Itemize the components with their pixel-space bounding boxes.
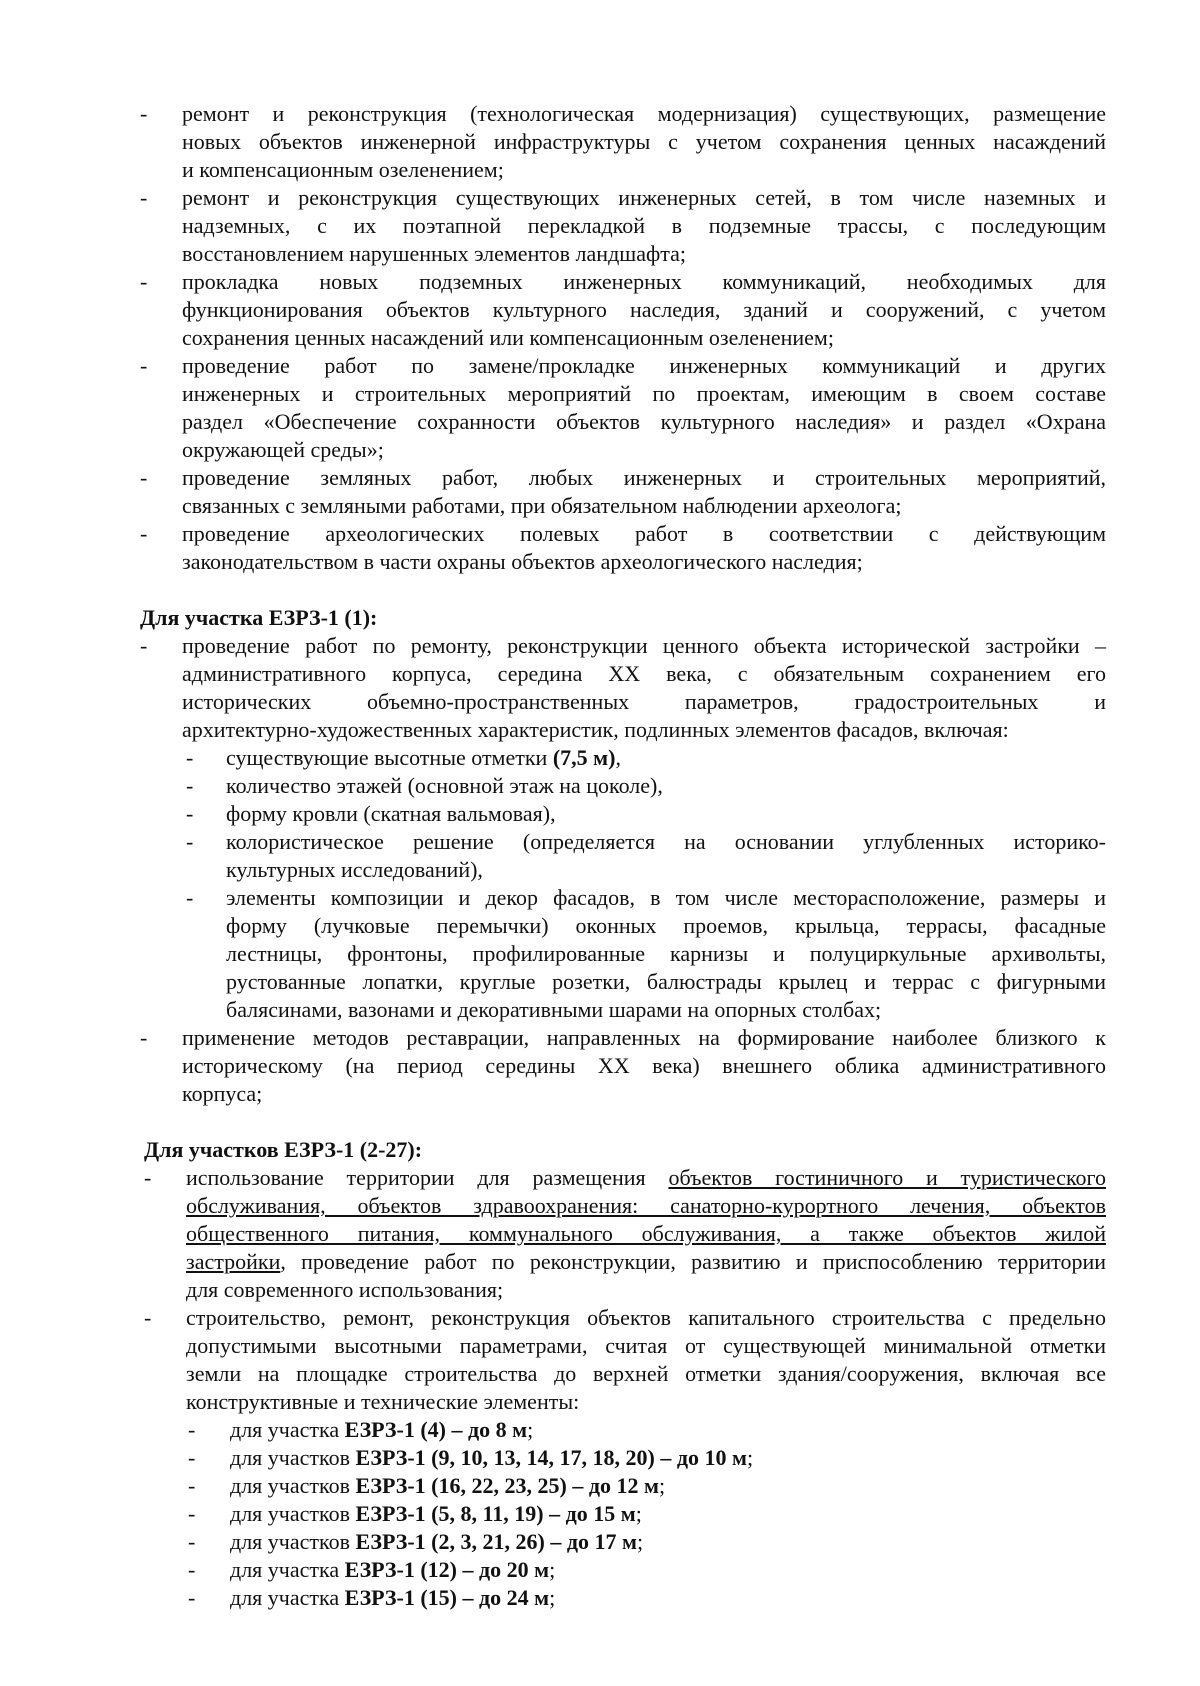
list-item-line: восстановлением нарушенных элементов ландшафта; [182, 241, 686, 266]
plain-text: для участка [230, 1557, 345, 1582]
plain-text: ; [636, 1529, 644, 1554]
list-item-line: функционирования объектов культурного наследия, зданий и сооружений, с учетом [182, 297, 1106, 322]
list-item-line: строительство, ремонт, реконструкция объектов капитального строительства с предельно [186, 1305, 1106, 1330]
plain-text: ; [635, 1501, 642, 1526]
plain-text: ; [746, 1445, 754, 1470]
plain-text: ; [658, 1473, 666, 1498]
sub-list-item-line: колористическое решение (определяется на основании углубленных историко- [226, 829, 1106, 854]
list-item-line: проведение работ по ремонту, реконструкции ценного объекта исторической застройки – [182, 633, 1106, 658]
list-bullet: - [140, 353, 148, 378]
list-item-line [186, 1192, 1106, 1220]
plain-text: использование территории для размещения [186, 1165, 669, 1190]
sub-list-bullet: - [188, 1445, 196, 1470]
sub-list-bullet: - [186, 885, 194, 910]
height-value: ЕЗРЗ-1 (4) – до 8 м [344, 1417, 528, 1442]
list-item-line: конструктивные и технические элементы: [186, 1389, 580, 1414]
list-item-line: надземных, с их поэтапной перекладкой в подземные трассы, с последующим [182, 213, 1106, 238]
sub-list-bullet: - [188, 1501, 196, 1526]
plain-text: для участка [230, 1417, 345, 1442]
list-item-line: раздел «Обеспечение сохранности объектов культурного наследия» и раздел «Охрана [182, 409, 1106, 434]
sub-list-bullet: - [188, 1417, 196, 1442]
underlined-text: общественного питания, коммунального обслуживания, а также объектов жилой [186, 1221, 1106, 1246]
list-bullet: - [140, 269, 148, 294]
list-item-line: прокладка новых подземных инженерных коммуникаций, необходимых для [182, 269, 1106, 294]
sub-list-bullet: - [186, 745, 194, 770]
height-value: ЕЗРЗ-1 (15) – до 24 м [344, 1585, 550, 1610]
height-value: ЕЗРЗ-1 (12) – до 20 м [344, 1557, 550, 1582]
list-item-line: проведение работ по замене/прокладке инженерных коммуникаций и других [182, 353, 1106, 378]
plain-text: для участков [230, 1473, 356, 1498]
sub-list-bullet: - [188, 1473, 196, 1498]
sub-list-item-line: элементы композиции и декор фасадов, в том числе месторасположение, размеры и [226, 885, 1106, 910]
section-heading: Для участков ЕЗРЗ-1 (2-27): [144, 1137, 423, 1162]
height-value: ЕЗРЗ-1 (16, 22, 23, 25) – до 12 м [355, 1473, 659, 1498]
list-item-line: окружающей среды»; [182, 437, 384, 462]
sub-list-item-line: культурных исследований), [226, 857, 483, 882]
height-value: ЕЗРЗ-1 (2, 3, 21, 26) – до 17 м [355, 1529, 637, 1554]
list-item-line: законодательством в части охраны объектов археологического наследия; [182, 549, 863, 574]
list-item-line: ремонт и реконструкция существующих инженерных сетей, в том числе наземных и [182, 185, 1106, 210]
sub-list-bullet: - [186, 801, 194, 826]
underlined-text: объектов гостиничного и туристического [668, 1165, 1106, 1190]
underlined-text: обслуживания, объектов здравоохранения: санаторно-курортного лечения, объектов [186, 1193, 1106, 1218]
sub-list-bullet: - [186, 773, 194, 798]
sub-list-item-line [226, 744, 1106, 772]
sub-list-item-line: рустованные лопатки, круглые розетки, балюстрады крылец и террас с фигурными [226, 969, 1106, 994]
plain-text: для участков [230, 1445, 356, 1470]
list-item-line: архитектурно-художественных характеристик, подлинных элементов фасадов, включая: [182, 717, 1009, 742]
list-item-line: сохранения ценных насаждений или компенсационным озеленением; [182, 325, 834, 350]
list-item-line: применение методов реставрации, направленных на формирование наиболее близкого к [182, 1025, 1106, 1050]
sub-list-item-line: форму (лучковые перемычки) оконных проемов, крыльца, террасы, фасадные [226, 913, 1106, 938]
list-bullet: - [140, 465, 148, 490]
sub-item-suffix: , [615, 745, 621, 770]
list-item-line: проведение земляных работ, любых инженерных и строительных мероприятий, [182, 465, 1106, 490]
height-limit-item [230, 1556, 1110, 1584]
section-heading: Для участка ЕЗРЗ-1 (1): [140, 605, 378, 630]
list-item-line [186, 1220, 1106, 1248]
list-bullet: - [140, 633, 148, 658]
plain-text: ; [549, 1557, 556, 1582]
list-bullet: - [140, 185, 148, 210]
list-item-line: новых объектов инженерной инфраструктуры с учетом сохранения ценных насаждений [182, 129, 1106, 154]
underlined-text: застройки [186, 1249, 281, 1274]
list-item-line: для современного использования; [186, 1277, 504, 1302]
list-item-line: историческому (на период середины XX века) внешнего облика административного [182, 1053, 1106, 1078]
list-item-line [186, 1164, 1106, 1192]
height-value: ЕЗРЗ-1 (9, 10, 13, 14, 17, 18, 20) – до 10 м [355, 1445, 747, 1470]
list-item-line: инженерных и строительных мероприятий по проектам, имеющим в своем составе [182, 381, 1106, 406]
sub-list-item-line: количество этажей (основной этаж на цоколе), [226, 773, 663, 798]
list-bullet: - [140, 1025, 148, 1050]
sub-list-bullet: - [188, 1585, 196, 1610]
plain-text: ; [549, 1585, 556, 1610]
list-item-line: ремонт и реконструкция (технологическая модернизация) существующих, размещение [182, 101, 1106, 126]
height-value: (7,5 м) [552, 745, 616, 770]
sub-list-bullet: - [188, 1529, 196, 1554]
list-item-line: и компенсационным озеленением; [182, 157, 504, 182]
list-item-line: допустимыми высотными параметрами, считая от существующей минимальной отметки [186, 1333, 1106, 1358]
plain-text: , проведение работ по реконструкции, развитию и приспособлению территории [280, 1249, 1106, 1274]
sub-list-bullet: - [186, 829, 194, 854]
plain-text: для участков [230, 1529, 356, 1554]
height-limit-item [230, 1528, 1110, 1556]
sub-list-bullet: - [188, 1557, 196, 1582]
height-limit-item [230, 1500, 1110, 1528]
list-item-line [186, 1248, 1106, 1276]
list-bullet: - [140, 521, 148, 546]
sub-list-item-line: форму кровли (скатная вальмовая), [226, 801, 556, 826]
height-limit-item [230, 1472, 1110, 1500]
list-bullet: - [144, 1305, 152, 1330]
list-item-line: административного корпуса, середина XX века, с обязательным сохранением его [182, 661, 1106, 686]
plain-text: для участков [230, 1501, 356, 1526]
sub-item-text: существующие высотные отметки [226, 745, 553, 770]
height-value: ЕЗРЗ-1 (5, 8, 11, 19) – до 15 м [355, 1501, 636, 1526]
list-item-line: земли на площадке строительства до верхней отметки здания/сооружения, включая все [186, 1361, 1106, 1386]
height-limit-item [230, 1584, 1110, 1612]
height-limit-item [230, 1416, 1110, 1444]
list-item-line: корпуса; [182, 1081, 263, 1106]
plain-text: для участка [230, 1585, 345, 1610]
list-bullet: - [140, 101, 148, 126]
list-item-line: проведение археологических полевых работ в соответствии с действующим [182, 521, 1106, 546]
sub-list-item-line: лестницы, фронтоны, профилированные карнизы и полуциркульные архивольты, [226, 941, 1106, 966]
sub-list-item-line: балясинами, вазонами и декоративными шарами на опорных столбах; [226, 997, 882, 1022]
height-limit-item [230, 1444, 1110, 1472]
list-item-line: связанных с земляными работами, при обязательном наблюдении археолога; [182, 493, 902, 518]
plain-text: ; [527, 1417, 534, 1442]
list-bullet: - [144, 1165, 152, 1190]
list-item-line: исторических объемно-пространственных параметров, градостроительных и [182, 689, 1106, 714]
